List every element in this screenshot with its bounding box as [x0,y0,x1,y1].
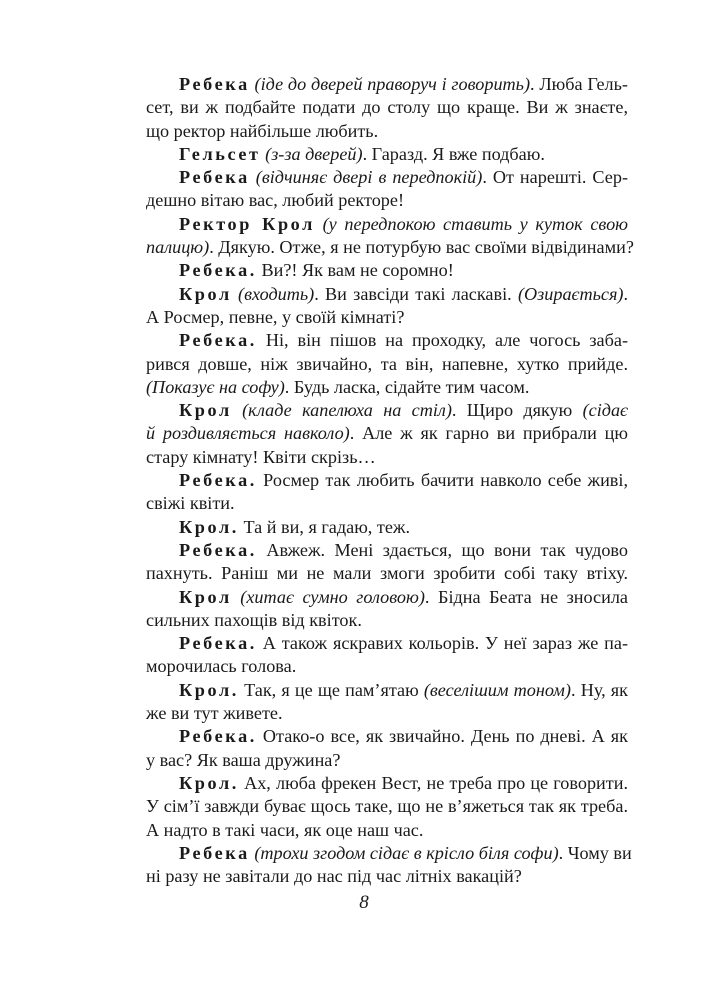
dialogue: . От нарешті. Сер- [482,167,629,188]
text-line [146,376,628,399]
dialogue: . Будь ласка, сідайте тим часом. [284,376,530,397]
speaker-name: Ребека. [179,330,257,351]
dialogue: . Ви завсіди такі ласкаві. [314,283,518,304]
text-line [146,353,628,376]
dialogue: Отако-о все, як звичайно. День по дневі. А як [256,726,628,747]
text-line [146,562,628,585]
text-line [146,679,628,702]
speaker-name: Крол. [179,516,239,537]
dialogue: дешно вітаю вас, любий ректоре! [146,190,405,211]
text-line [146,795,628,818]
text-line [146,655,628,678]
text-line [146,516,628,539]
stage-direction: (у передпокою ставить у куток свою [314,213,628,234]
text-line [146,96,628,119]
text-line [146,166,628,189]
dialogue: . Чому ви [558,842,632,863]
dialogue: Росмер так любить бачити навколо себе живі, [256,470,628,491]
dialogue: Авжеж. Мені здається, що вони так чудово [256,539,628,560]
speaker-name: Ребека [179,842,250,863]
stage-direction: (трохи згодом сідає в крісло біля софи) [249,842,559,863]
dialogue: що ректор найбільше любить. [146,120,379,141]
dialogue: Так, я це ще пам’ятаю [238,679,424,700]
text-line [146,842,632,865]
dialogue: . Бідна Беата не зносила [424,586,628,607]
dialogue: . Щиро дякую [451,400,583,421]
dialogue: свіжі квіти. [146,493,235,514]
dialogue: стару кімнату! Квіти скрізь… [146,446,376,467]
speaker-name: Крол [179,283,232,304]
stage-direction: (відчиняє двері в передпокій) [249,167,483,188]
dialogue: Ні, він пішов на проходку, але чогось заба- [256,330,628,351]
dialogue: ні разу не завітали до нас під час літніх вакацій? [146,866,522,887]
text-line [146,469,628,492]
stage-direction: (сідає [582,400,628,421]
text-line [146,283,628,306]
text-line [146,492,628,515]
text-line [146,329,628,352]
dialogue: пахнуть. Раніш ми не мали змоги зробити собі таку втіху. [146,563,628,584]
text-line [146,609,628,632]
speaker-name: Крол [179,400,232,421]
dialogue: у вас? Як ваша дружина? [146,749,341,770]
text-line [146,725,628,748]
text-line [146,73,628,96]
stage-direction: (Озирається) [517,283,624,304]
text-line [146,236,634,259]
stage-direction: (іде до дверей праворуч і говорить) [249,74,531,94]
speaker-name: Ректор Крол [179,213,315,234]
dialogue: . [623,283,629,304]
speaker-name: Ребека. [179,726,257,747]
text-line [146,446,628,469]
dialogue: сильних пахощів від квіток. [146,609,362,630]
dialogue: . Люба Гель- [530,74,628,94]
text-line [146,819,628,842]
text-line [146,306,628,329]
text-line [146,749,628,772]
text-line [146,143,628,166]
dialogue: . Ну, як [570,679,629,700]
speaker-name: Ребека. [179,539,257,560]
stage-direction: (з-за дверей) [260,143,363,164]
dialogue: У сім’ї завжди буває щось таке, що не в’яжеться так як треба. [146,796,628,817]
dialogue: морочилась голова. [146,656,297,677]
speaker-name: Крол [179,586,232,607]
stage-direction: (хитає сумно головою) [231,586,425,607]
dialogue: А Росмер, певне, у своїй кімнаті? [146,306,405,327]
text-line [146,189,628,212]
stage-direction: (Показує на софу) [146,376,285,397]
stage-direction: (кладе капелюха на стіл) [231,400,452,421]
text-line [146,772,628,795]
text-line [146,586,628,609]
speaker-name: Ребека. [179,260,257,281]
text-line [146,213,628,236]
text-line [146,702,628,725]
stage-direction: й роздивляється навколо) [146,423,350,444]
dialogue: рився довше, ніж звичайно, та він, напевне, хутко прийде. [146,353,628,374]
dialogue: сет, ви ж подбайте подати до столу що краще. Ви ж знаєте, [146,97,628,118]
dialogue: А надто в такі часи, як оце наш час. [146,819,424,840]
text-line [146,120,628,143]
text-line [146,865,628,888]
dialogue: . Гаразд. Я вже подбаю. [362,143,545,164]
text-line [146,632,628,655]
dialogue: А також яскравих кольорів. У неї зараз же па- [256,633,628,654]
dialogue: же ви тут живете. [146,703,283,724]
dialogue: Ви?! Як вам не соромно! [256,260,454,281]
stage-direction: (веселішим тоном) [423,679,571,700]
dialogue: . Дякую. Отже, я не потурбую вас своїми відвідинами? [209,237,634,258]
speaker-name: Ребека. [179,633,257,654]
speaker-name: Ребека [179,167,250,188]
page-number: 8 [359,892,369,913]
speaker-name: Ребека. [179,470,257,491]
speaker-name: Крол. [179,679,239,700]
dialogue: . Але ж як гарно ви прибрали цю [349,423,628,444]
play-text [146,73,634,888]
speaker-name: Крол. [179,772,239,793]
speaker-name: Ребека [179,74,250,94]
stage-direction: (входить) [231,283,315,304]
stage-direction: палицю) [146,237,210,258]
text-line [146,539,628,562]
dialogue: Та й ви, я гадаю, теж. [238,516,411,537]
text-line [146,259,628,282]
dialogue: Ах, люба фрекен Вест, не треба про це говорити. [238,772,628,793]
text-line [146,399,628,422]
text-line [146,422,628,445]
speaker-name: Гельсет [179,143,261,164]
